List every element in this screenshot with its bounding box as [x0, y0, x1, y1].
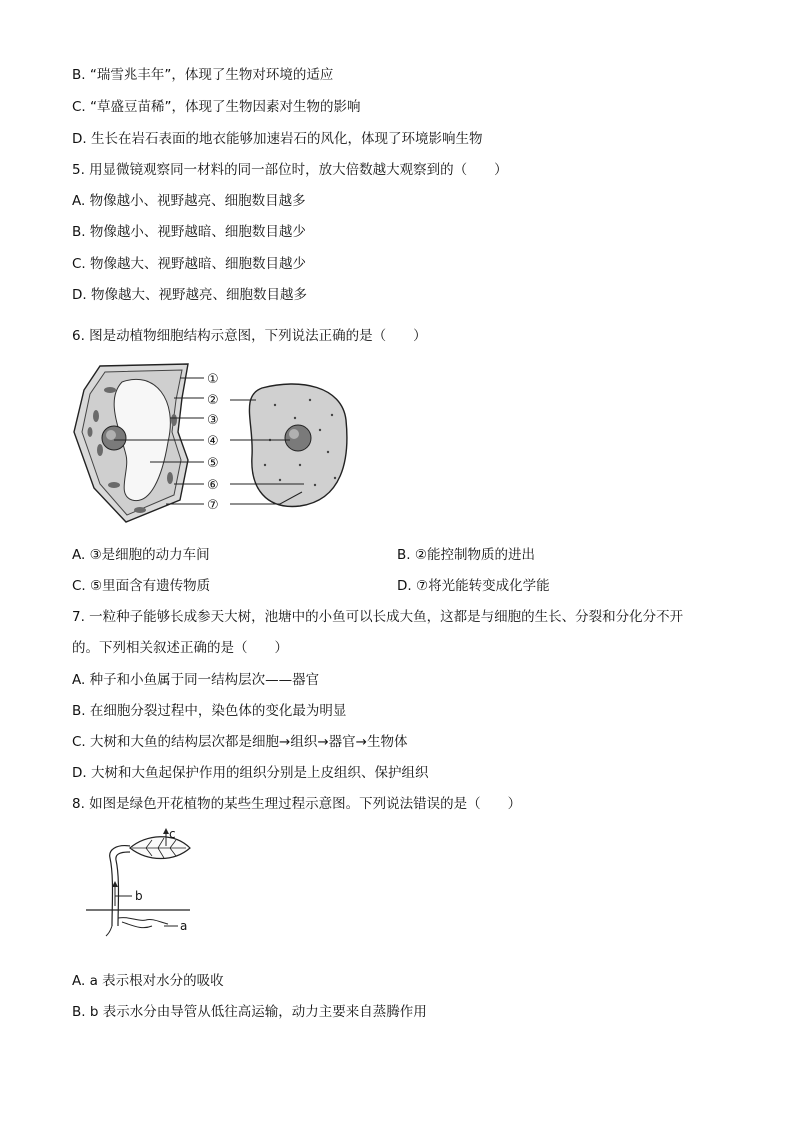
q6-option-b: B. ②能控制物质的进出 — [397, 547, 535, 563]
q5-option-b: B. 物像越小、视野越暗、细胞数目越少 — [72, 224, 306, 240]
label-c: c — [169, 827, 176, 841]
q6-option-a: A. ③是细胞的动力车间 — [72, 547, 210, 563]
plant-roots — [106, 918, 168, 936]
label-4: ④ — [207, 434, 219, 449]
question-7-cont: 的。下列相关叙述正确的是（ ） — [72, 640, 288, 656]
q7-option-b: B. 在细胞分裂过程中，染色体的变化最为明显 — [72, 703, 347, 719]
q8-option-b: B. b 表示水分由导管从低往高运输，动力主要来自蒸腾作用 — [72, 1004, 427, 1020]
q7-option-c: C. 大树和大鱼的结构层次都是细胞→组织→器官→生物体 — [72, 734, 408, 750]
label-7: ⑦ — [207, 498, 219, 513]
q5-option-d: D. 物像越大、视野越亮、细胞数目越多 — [72, 287, 307, 303]
option-d-prev: D. 生长在岩石表面的地衣能够加速岩石的风化，体现了环境影响生物 — [72, 131, 483, 147]
label-a: a — [180, 919, 188, 933]
label-2: ② — [207, 393, 219, 408]
option-b-prev: B. “瑞雪兆丰年”，体现了生物对环境的适应 — [72, 67, 334, 83]
cell-structure-diagram — [70, 360, 360, 530]
question-5: 5. 用显微镜观察同一材料的同一部位时，放大倍数越大观察到的（ ） — [72, 162, 508, 178]
q6-option-d: D. ⑦将光能转变成化学能 — [397, 578, 550, 594]
label-5: ⑤ — [207, 456, 219, 471]
question-8: 8. 如图是绿色开花植物的某些生理过程示意图。下列说法错误的是（ ） — [72, 796, 522, 812]
label-3: ③ — [207, 413, 219, 428]
plant-process-diagram — [86, 826, 216, 941]
question-7: 7. 一粒种子能够长成参天大树，池塘中的小鱼可以长成大鱼，这都是与细胞的生长、分裂和分化分不开 — [72, 609, 684, 625]
animal-nucleus — [285, 425, 311, 451]
option-c-prev: C. “草盛豆苗稀”，体现了生物因素对生物的影响 — [72, 99, 361, 115]
label-1: ① — [207, 372, 219, 387]
q6-option-c: C. ⑤里面含有遗传物质 — [72, 578, 211, 594]
label-6: ⑥ — [207, 478, 219, 493]
q7-option-a: A. 种子和小鱼属于同一结构层次——器官 — [72, 672, 320, 688]
question-6: 6. 图是动植物细胞结构示意图，下列说法正确的是（ ） — [72, 328, 427, 344]
q8-option-a: A. a 表示根对水分的吸收 — [72, 973, 224, 989]
q5-option-c: C. 物像越大、视野越暗、细胞数目越少 — [72, 256, 307, 272]
q7-option-d: D. 大树和大鱼起保护作用的组织分别是上皮组织、保护组织 — [72, 765, 429, 781]
q5-option-a: A. 物像越小、视野越亮、细胞数目越多 — [72, 193, 306, 209]
label-b: b — [135, 889, 143, 903]
